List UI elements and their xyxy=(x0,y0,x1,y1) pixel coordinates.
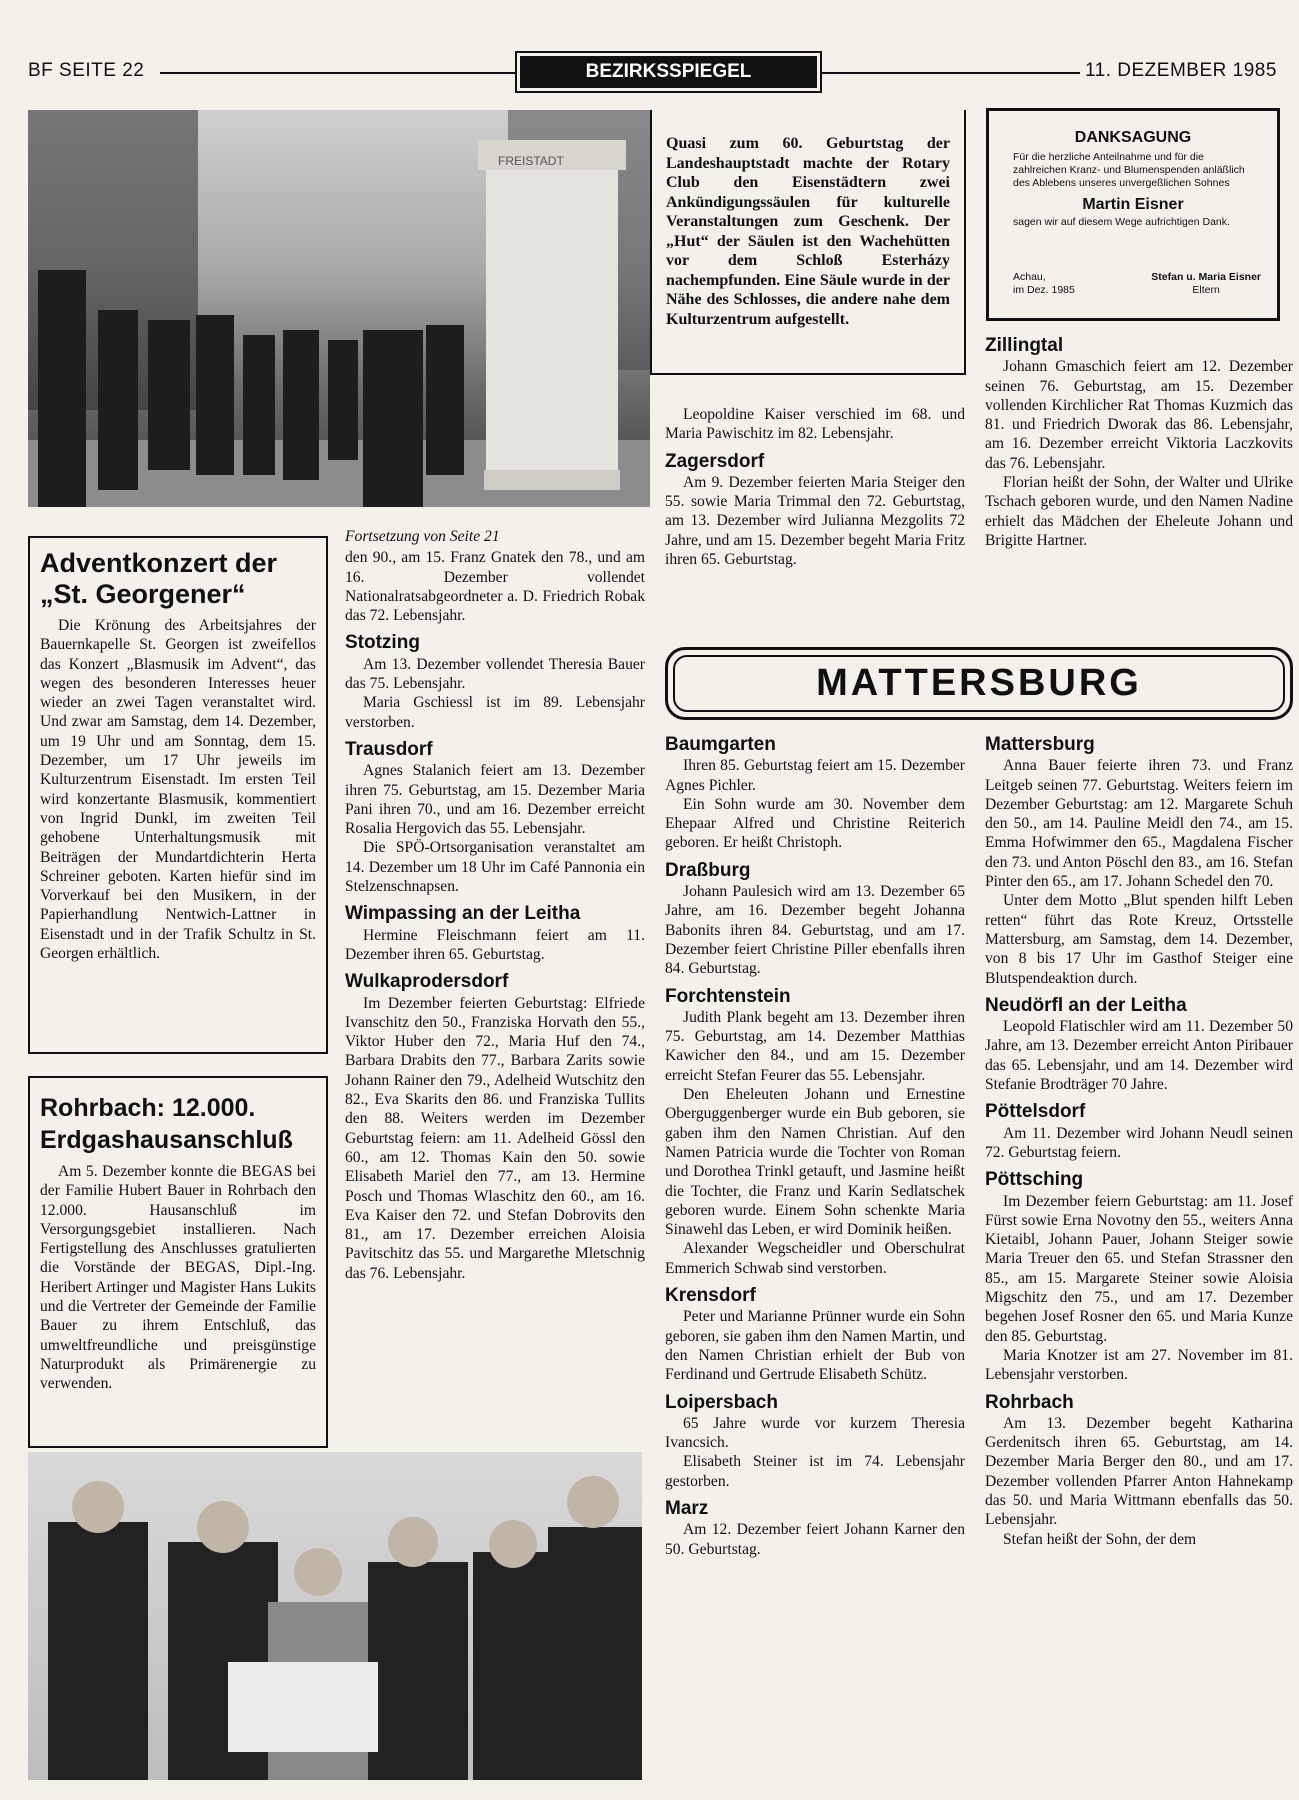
issue-date: 11. DEZEMBER 1985 xyxy=(1085,60,1277,81)
zillingtal-para-1: Johann Gmaschich feiert am 12. Dezember seinen 76. Geburtstag, am 15. Dezember vollenden Kirchlicher Rat Thomas Kuzmich das 81. und Friedrich Dworak das 86. Lebensjahr, am 16. Dezember erreicht Viktoria Laczkovits das 76. Lebensjahr. xyxy=(985,358,1293,472)
mattersburg-para-1: Anna Bauer feierte ihren 73. und Franz Leitgeb seinen 77. Geburtstag. Weiters feiern im Dezember Geburtstag: am 12. Margarete Schuh den 50., am 14. Pauline Meidl den 74., am 15. Emma Hofwimmer den 65., Magdalena Fischer den 73. und Anton Pöschl den 83., am 16. Stefan Pinter den 65., am 17. Johann Schedel den 70. xyxy=(985,757,1293,891)
rohrbach-para-2: Stefan heißt der Sohn, der dem xyxy=(1003,1530,1197,1548)
baumgarten-para-1: Ihren 85. Geburtstag feiert am 15. Dezember Agnes Pichler. xyxy=(665,757,965,794)
section-title-baumgarten: Baumgarten xyxy=(665,734,776,755)
zillingtal-para-2: Florian heißt der Sohn, der Walter und Ulrike Tschach geboren wurde, und den Namen Nadine erhielt das Mädchen der Eheleute Johann und Brigitte Hartner. xyxy=(985,474,1293,549)
advent-body xyxy=(40,616,316,963)
mattersburg-banner xyxy=(665,647,1293,720)
stotzing-para-2: Maria Gschiessl ist im 89. Lebensjahr verstorben. xyxy=(345,694,645,731)
section-title-drassburg: Draßburg xyxy=(665,859,751,881)
forchtenstein-para-3: Alexander Wegscheidler und Oberschulrat Emmerich Schwab sind verstorben. xyxy=(665,1240,965,1277)
page-number: BF SEITE 22 xyxy=(28,60,145,81)
column-6 xyxy=(985,727,1293,1549)
zagersdorf-para-1: Am 9. Dezember feierten Maria Steiger den 55. sowie Maria Trimmal den 72. Geburtstag, am 13. Dezember wird Julianna Mezgolits 72 Jahre, und am 15. Dezember begeht Maria Fritz ihren 65. Geburtstag. xyxy=(665,473,965,569)
continuation-note: Fortsetzung von Seite 21 xyxy=(345,528,500,545)
danksagung-notice xyxy=(986,108,1280,321)
column-4 xyxy=(985,336,1293,550)
drassburg-para-1: Johann Paulesich wird am 13. Dezember 65 Jahre, am 16. Dezember begeht Johanna Babonits ihren 84. Geburtstag, und am 17. Dezember feiert Christine Piller ebenfalls ihren 84. Geburtstag. xyxy=(665,883,965,978)
photo-group-scene xyxy=(28,1452,642,1780)
danksagung-title: DANKSAGUNG xyxy=(1074,129,1192,146)
col2-intro: den 90., am 15. Franz Gnatek den 78., und am 16. Dezember vollendet Nationalratsabgeordneter a. D. Friedrich Robak das 72. Lebensjahr. xyxy=(345,549,645,625)
column-3 xyxy=(665,405,965,569)
rohrbach-para-1: Am 13. Dezember begeht Katharina Gerdenitsch ihren 65. Geburtstag, am 14. Dezember Maria Berger den 80., und am 17. Dezember vollenden Pfarrer Anton Hahnekamp das 50. und Maria Wittmann ebenfalls das 50. Lebensjahr. xyxy=(985,1414,1293,1529)
section-title-neudoerfl: Neudörfl an der Leitha xyxy=(985,994,1187,1016)
danksagung-thanks: sagen wir auf diesem Wege aufrichtigen Dank. xyxy=(1013,216,1230,228)
section-title-rohrbach: Rohrbach xyxy=(985,1391,1074,1413)
section-title-stotzing: Stotzing xyxy=(345,632,420,654)
photo-caption-text: Quasi zum 60. Geburtstag der Landeshauptstadt machte der Rotary Club den Eisenstädtern zwei Ankündigungssäulen für kulturelle Veranstaltungen zum Geschenk. Der „Hut“ der Säulen ist den Wachehütten vor dem Schloß Esterházy nachempfunden. Eine Säule wurde in der Nähe des Schlosses, die andere nahe dem Kulturzentrum aufgestellt. xyxy=(666,135,950,328)
danksagung-signers: Stefan u. Maria Eisner xyxy=(1151,271,1261,283)
danksagung-date: im Dez. 1985 xyxy=(1013,284,1075,296)
baumgarten-para-2: Ein Sohn wurde am 30. November dem Ehepaar Alfred und Christine Reiterich geboren. Er heißt Christoph. xyxy=(665,795,965,852)
danksagung-text: Für die herzliche Anteilnahme und für die zahlreichen Kranz- und Blumenspenden anläßlich des Ablebens unseres unvergeßlichen Sohnes xyxy=(1013,151,1245,189)
section-title-zagersdorf: Zagersdorf xyxy=(665,450,765,472)
photo-begas-group xyxy=(28,1452,642,1780)
danksagung-place: Achau, xyxy=(1013,271,1046,283)
section-title-forchtenstein: Forchtenstein xyxy=(665,985,791,1007)
section-title-poettelsdorf: Pöttelsdorf xyxy=(985,1101,1086,1123)
rohrbach-text: Am 5. Dezember konnte die BEGAS bei der Familie Hubert Bauer in Rohrbach den 12.000. Hausanschluß im Versorgungsgebiet installieren. Nach Fertigstellung des Anschlusses gratulierten die Vorstände der BEGAS, Dipl.-Ing. Heribert Artinger und Magister Hans Lukits und die Vertreter der Gemeinde der Familie Bauer zu ihrem Entschluß, das umweltfreundliche und preisgünstige Naturprodukt als Primärenergie zu verwenden. xyxy=(40,1163,316,1393)
trausdorf-para-1: Agnes Stalanich feiert am 13. Dezember ihren 75. Geburtstag, am 15. Dezember Maria Pani ihren 70., und am 16. Dezember erreicht Rosalia Hergovich das 55. Lebensjahr. xyxy=(345,762,645,838)
column-5 xyxy=(665,727,965,1559)
poettelsdorf-para-1: Am 11. Dezember wird Johann Neudl seinen 72. Geburtstag feiern. xyxy=(985,1124,1293,1161)
mattersburg-banner-title: MATTERSBURG xyxy=(816,662,1142,704)
section-title-poettsching: Pöttsching xyxy=(985,1169,1084,1191)
advent-title: Adventkonzert der „St. Georgener“ xyxy=(40,548,278,609)
wimpassing-para-1: Hermine Fleischmann feiert am 11. Dezember ihren 65. Geburtstag. xyxy=(345,926,645,963)
section-title-zillingtal: Zillingtal xyxy=(985,335,1064,356)
advent-text: Die Krönung des Arbeitsjahres der Bauernkapelle St. Georgen ist zweifellos das Konzert „Blasmusik im Advent“, das wegen des besonderen Interesses heuer wieder an zwei Tagen veranstaltet wird. Und zwar am Samstag, dem 14. Dezember, um 19 Uhr und am Sonntag, dem 15. Dezember, um 17 Uhr jeweils im Kulturzentrum Eisenstadt. Im ersten Teil wird konzertante Blasmusik, kommentiert von Ingrid Dunkl, im zweiten Teil gehobene Unterhaltungsmusik mit Beiträgen der Mundartdichterin Herta Schreiner geboten. Karten hiefür sind im Vorverkauf bei den Musikern, in der Papierhandlung Nentwich-Lattner in Eisenstadt und in der Trafik Schultz in St. Georgen erhältlich. xyxy=(40,617,316,963)
section-title-marz: Marz xyxy=(665,1497,709,1519)
neudoerfl-para-1: Leopold Flatischler wird am 11. Dezember 50 Jahre, am 13. Dezember erreicht Anton Piribauer das 65. Lebensjahr, und am 14. Dezember wird Stefanie Brodträger 70 Jahre. xyxy=(985,1018,1293,1094)
col3-intro: Leopoldine Kaiser verschied im 68. und Maria Pawischitz im 82. Lebensjahr. xyxy=(665,406,965,443)
poettsching-para-2: Maria Knotzer ist am 27. November im 81. Lebensjahr verstorben. xyxy=(985,1346,1293,1384)
rohrbach-body xyxy=(40,1162,316,1394)
section-masthead: BEZIRKSSPIEGEL xyxy=(520,56,817,88)
column-2 xyxy=(345,527,645,1283)
column-sign-text: FREISTADT xyxy=(498,154,564,168)
photo-advertising-column xyxy=(28,110,650,507)
section-title-wimpassing: Wimpassing an der Leitha xyxy=(345,903,581,925)
photo-scene xyxy=(28,110,650,507)
rohrbach-article-box xyxy=(28,1076,328,1448)
section-title-trausdorf: Trausdorf xyxy=(345,738,433,760)
danksagung-role: Eltern xyxy=(1192,284,1220,296)
wulkaprodersdorf-para-1: Im Dezember feierten Geburtstag: Elfriede Ivanschitz den 50., Franziska Horvath den 55., Viktor Huber den 72., Maria Huf den 74., Barbara Drabits den 77., Barbara Zarits sowie Johann Rainer den 79., Adelheid Wutschitz den 82., Eva Skarits den 86. und Franziska Tullits den 88. Weiters werden im Dezember Geburtstag feiern: am 11. Adelheid Gössl den 60., am 12. Thomas Kain den 50. sowie Elisabeth Mariel den 77., am 13. Hermine Posch und Thomas Wlaschitz den 60., am 16. Eva Kaiser den 72. und Stefan Dobrovits den 81., am 17. Dezember erreichen Aloisia Pavitschitz das 55. und Margarethe Mletschnig das 76. Lebensjahr. xyxy=(345,994,645,1282)
loipersbach-para-1: 65 Jahre wurde vor kurzem Theresia Ivancsich. xyxy=(665,1414,965,1452)
header-rule-left xyxy=(160,72,515,74)
section-title-krensdorf: Krensdorf xyxy=(665,1285,756,1307)
trausdorf-para-2: Die SPÖ-Ortsorganisation veranstaltet am 14. Dezember um 18 Uhr im Café Pannonia ein Stelzenschnapsen. xyxy=(345,839,645,896)
header-rule-right xyxy=(822,72,1080,74)
rohrbach-title: Rohrbach: 12.000. Erdgashausanschluß xyxy=(40,1094,293,1154)
stotzing-para-1: Am 13. Dezember vollendet Theresia Bauer das 75. Lebensjahr. xyxy=(345,655,645,693)
krensdorf-para-1: Peter und Marianne Prünner wurde ein Sohn geboren, sie gaben ihm den Namen Martin, und den Namen Christian erhielt der Bub von Ferdinand und Gertrude Elisabeth Schütz. xyxy=(665,1308,965,1384)
photo-caption-box xyxy=(650,110,966,375)
advent-article-box xyxy=(28,536,328,1054)
section-title-wulkaprodersdorf: Wulkaprodersdorf xyxy=(345,971,509,993)
forchtenstein-para-2: Den Eheleuten Johann und Ernestine Oberguggenberger wurde ein Bub geboren, sie gaben ihm den Namen Christian. Auf den Namen Patricia wurde die Tochter von Roman und Dorothea Trinkl getauft, und Jasmine heißt die Tochter, die Franz und Karin Sedlatschek geboren wurde. Einem Sohn schenkte Maria Sinawehl das Leben, er wird Dominik heißen. xyxy=(665,1086,965,1239)
forchtenstein-para-1: Judith Plank begeht am 13. Dezember ihren 75. Geburtstag, am 14. Dezember Matthias Kawicher den 84., und am 15. Dezember erreicht Stefan Feurer das 55. Lebensjahr. xyxy=(665,1008,965,1084)
poettsching-para-1: Im Dezember feiern Geburtstag: am 11. Josef Fürst sowie Erna Novotny den 55., weiters Anna Kietaibl, Johann Pauer, Johann Steiger sowie Maria Treuer den 65. und Stefan Strassner den 85., am 15. Margarete Steiner sowie Aloisia Migschitz den 75., und am 17. Dezember begehen Josef Rosner den 65. und Maria Kunze den 85. Geburtstag. xyxy=(985,1192,1293,1345)
section-title-loipersbach: Loipersbach xyxy=(665,1391,778,1413)
loipersbach-para-2: Elisabeth Steiner ist im 74. Lebensjahr gestorben. xyxy=(665,1453,965,1490)
section-title-mattersburg: Mattersburg xyxy=(985,734,1095,755)
mattersburg-para-2: Unter dem Motto „Blut spenden hilft Leben retten“ führt das Rote Kreuz, Ortsstelle Mattersburg, am Samstag, dem 14. Dezember, von 8 bis 17 Uhr im Gasthof Steiger eine Blutspendeaktion durch. xyxy=(985,892,1293,987)
danksagung-name: Martin Eisner xyxy=(1082,196,1184,213)
marz-para-1: Am 12. Dezember feiert Johann Karner den 50. Geburtstag. xyxy=(665,1521,965,1558)
